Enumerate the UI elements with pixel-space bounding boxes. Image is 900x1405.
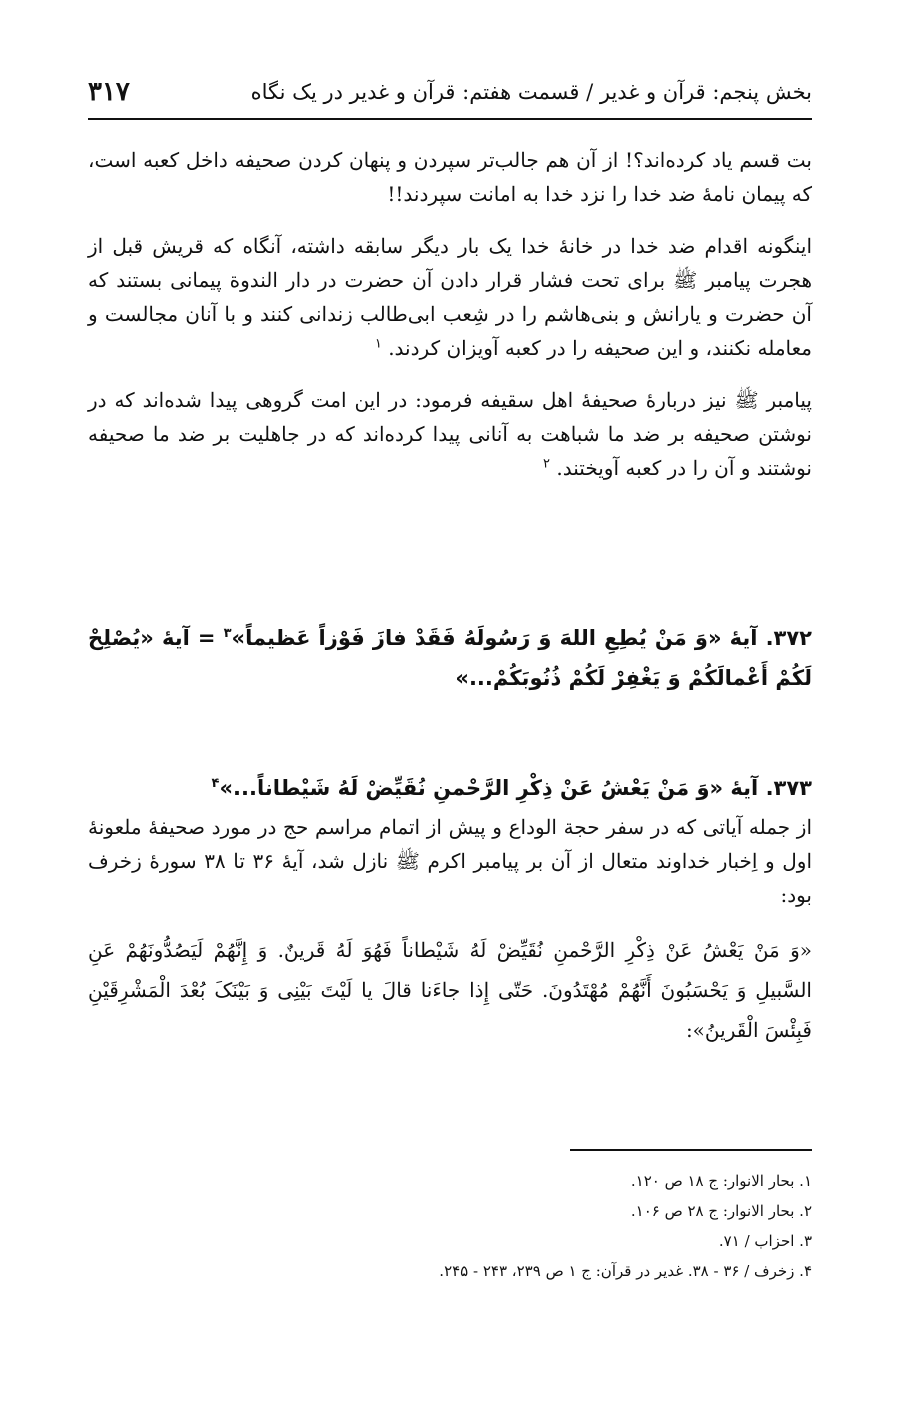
footnote-4: ۴. زخرف / ۳۶ - ۳۸. غدیر در قرآن: ج ۱ ص ۲۳۹، ۲۴۳ - ۲۴۵.: [439, 1262, 812, 1280]
section-373-quote: «وَ مَنْ یَعْشُ عَنْ ذِکْرِ الرَّحْمنِ نُقَیِّضْ لَهُ شَیْطاناً فَهُوَ لَهُ قَرینٌ. وَ إِنَّهُمْ لَیَصُدُّونَهُمْ عَنِ السَّبیلِ وَ یَحْسَبُونَ أَنَّهُمْ مُهْتَدُونَ. حَتّی إِذا جاءَنا قالَ یا لَیْتَ بَیْنِی وَ بَیْنَکَ بُعْدَ الْمَشْرِقَیْنِ فَبِئْسَ الْقَرینُ»:: [88, 938, 812, 1042]
footnote-ref-3: ۳: [223, 626, 232, 641]
footnote-ref-2: ۲: [543, 456, 551, 472]
paragraph-3-text: پیامبر ﷺ نیز دربارهٔ صحیفهٔ اهل سقیفه فرمود: در این امت گروهی پیدا شده‌اند که در نوشتن صحیفه بر ضد ما شباهت به آنانی پیدا کرده‌اند که در جاهلیت بر ضد ما صحیفه نوشتند و آن را در کعبه آویختند.: [88, 388, 812, 480]
paragraph-3: [88, 383, 812, 485]
section-372-heading: [88, 618, 812, 698]
footnote-ref-4: ۴: [211, 776, 220, 791]
section-372-verse-2: = آیهٔ «یُصْلِحْ لَکُمْ أَعْمالَکُمْ وَ یَغْفِرْ لَکُمْ ذُنُوبَکُمْ...»: [88, 626, 812, 690]
header-rule: [88, 118, 812, 120]
section-372-verse: آیهٔ «وَ مَنْ یُطِعِ اللهَ وَ رَسُولَهُ فَقَدْ فازَ فَوْزاً عَظیماً»: [231, 626, 758, 650]
footnote-ref-1: ۱: [374, 336, 382, 352]
section-373-paragraph: از جمله آیاتی که در سفر حجة الوداع و پیش از اتمام مراسم حج در مورد صحیفهٔ ملعونهٔ اول و اِخبار خداوند متعال از آن بر پیامبر اکرم ﷺ نازل شد، آیهٔ ۳۶ تا ۳۸ سورهٔ زخرف بود:: [88, 815, 812, 907]
section-373-heading: [88, 768, 812, 808]
paragraph-2-text: اینگونه اقدام ضد خدا در خانهٔ خدا یک بار دیگر سابقه داشته، آنگاه که قریش قبل از هجرت پیامبر ﷺ برای تحت فشار قرار دادن آن حضرت در دار الندوة پیمانی بستند که آن حضرت و یارانش و بنی‌هاشم را در شِعب ابی‌طالب زندانی کنند و با آنان مجالست و معامله نکنند، و این صحیفه را در کعبه آویزان کردند.: [88, 234, 812, 360]
footnote-1: ۱. بحار الانوار: ج ۱۸ ص ۱۲۰.: [630, 1172, 812, 1190]
section-373-number: ۳۷۳.: [765, 776, 812, 800]
running-header-title: بخش پنجم: قرآن و غدیر / قسمت هفتم: قرآن و غدیر در یک نگاه: [250, 80, 812, 104]
section-372-number: ۳۷۲.: [765, 626, 812, 650]
running-header: [88, 70, 812, 114]
footnote-3: ۳. احزاب / ۷۱.: [718, 1232, 812, 1250]
section-373-body: [88, 810, 812, 1050]
intro-paragraphs: [88, 143, 812, 485]
footnote-rule: [570, 1149, 812, 1151]
section-373-verse: آیهٔ «وَ مَنْ یَعْشُ عَنْ ذِکْرِ الرَّحْمنِ نُقَیِّضْ لَهُ شَیْطاناً...»: [219, 776, 759, 800]
paragraph-2: [88, 229, 812, 365]
paragraph-1: بت قسم یاد کرده‌اند؟! از آن هم جالب‌تر سپردن و پنهان کردن صحیفه داخل کعبه است، که پیمان نامهٔ ضد خدا را نزد خدا به امانت سپردند!!: [88, 148, 812, 206]
footnotes: [88, 1166, 812, 1286]
footnote-2: ۲. بحار الانوار: ج ۲۸ ص ۱۰۶.: [630, 1202, 812, 1220]
page-number: ۳۱۷: [88, 77, 130, 107]
